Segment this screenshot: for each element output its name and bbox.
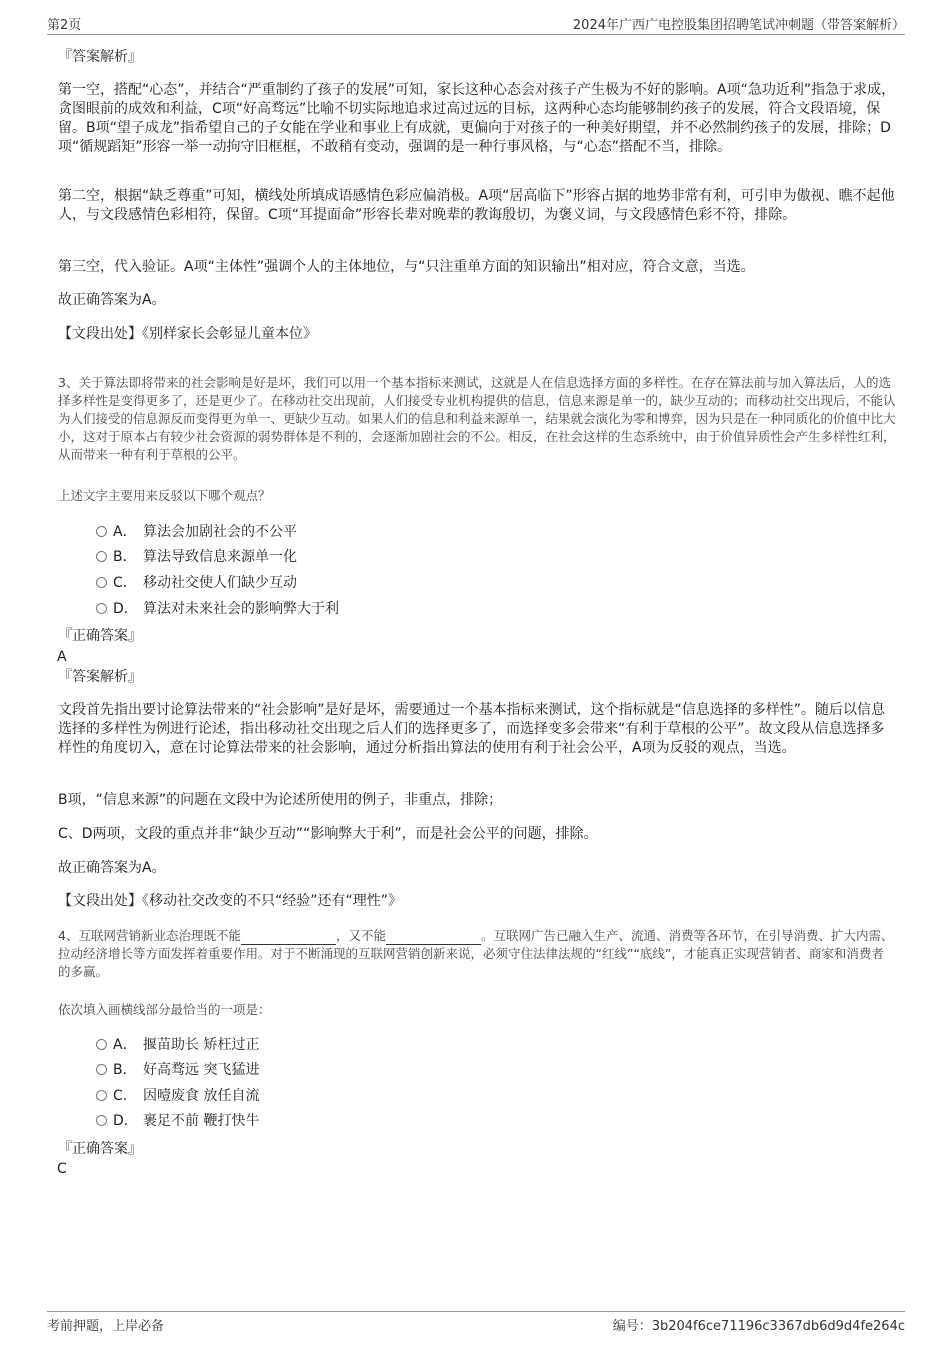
q4-stem-start: 4、互联网营销新业态治理既不能	[58, 928, 241, 943]
q4-option-c[interactable]	[96, 1087, 259, 1106]
q3-option-a[interactable]	[96, 523, 297, 542]
q4-stem-end: 。互联网广告已融入生产、流通、消费等各环节，在引导消费、扩大内需、拉动经济增长等方面发挥着重要作用。对于不断涌现的互联网营销创新来说，必须守住法律法规的“红线”“底线”，才能真正实现营销者、商家和消费者的多赢。	[58, 928, 894, 979]
q2-analysis-para-3: 第三空，代入验证。A项“主体性”强调个人的主体地位，与“只注重单方面的知识输出”相对应，符合文意，当选。	[58, 259, 755, 275]
option-text: 因噎废食 放任自流	[143, 1088, 260, 1104]
q4-option-a[interactable]	[96, 1036, 259, 1055]
q3-option-d[interactable]	[96, 600, 339, 619]
q4-blank-1	[241, 931, 336, 945]
option-letter: B．	[113, 1062, 137, 1078]
document-code: 编号：3b204f6ce71196c3367db6d9d4fe264c	[612, 1319, 905, 1334]
option-letter: D．	[113, 1113, 138, 1129]
page-footer	[47, 1311, 905, 1334]
q3-answer: A	[57, 649, 67, 665]
radio-icon[interactable]	[96, 1039, 107, 1050]
q3-option-b[interactable]	[96, 548, 297, 567]
q4-answer: C	[57, 1161, 67, 1177]
q3-option-c[interactable]	[96, 574, 297, 593]
q3-source: 【文段出处】《移动社交改变的不只“经验”还有“理性”》	[58, 893, 403, 909]
option-text: 揠苗助长 矫枉过正	[143, 1037, 260, 1053]
q3-analysis-para-2: B项，“信息来源”的问题在文段中为论述所使用的例子，非重点，排除；	[58, 792, 503, 808]
option-text: 移动社交使人们缺少互动	[143, 575, 297, 591]
option-letter: B．	[113, 549, 137, 565]
q4-stem	[58, 927, 896, 981]
option-text: 算法对未来社会的影响弊大于利	[143, 601, 339, 617]
option-letter: C．	[113, 575, 137, 591]
q2-analysis-para-2: 第二空，根据“缺乏尊重”可知，横线处所填成语感情色彩应偏消极。A项“居高临下”形容占据的地势非常有利，可引申为傲视、瞧不起他人，与文段感情色彩相符，保留。C项“耳提面命”形容长辈对晚辈的教诲殷切，为褒义词，与文段感情色彩不符，排除。	[58, 188, 895, 223]
option-text: 算法会加剧社会的不公平	[143, 524, 297, 540]
footer-slogan: 考前押题，上岸必备	[47, 1319, 165, 1334]
option-letter: A．	[113, 1037, 137, 1053]
q3-analysis-label: 『答案解析』	[58, 669, 142, 685]
document-title: 2024年广西广电控股集团招聘笔试冲刺题（带答案解析）	[572, 18, 905, 33]
radio-icon[interactable]	[96, 526, 107, 537]
q3-stem: 3、关于算法即将带来的社会影响是好是坏，我们可以用一个基本指标来测试，这就是人在信息选择方面的多样性。在存在算法前与加入算法后，人的选择多样性是变得更多了，还是更少了。在移动社交出现前，人们接受专业机构提供的信息，信息来源是单一的，缺少互动的；而移动社交出现后，不能认为人们接受的信息源反而变得更为单一、更缺少互动。如果人们的信息和利益来源单一，结果就会演化为零和博弈，因为只是在一种同质化的价值中比大小，这对于原本占有较少社会资源的弱势群体是不利的，会逐渐加剧社会的不公。相反，在社会这样的生态系统中，由于价值异质性会产生多样性红利，从而带来一种有利于草根的公平。	[58, 375, 896, 462]
q3-question: 上述文字主要用来反驳以下哪个观点？	[58, 488, 271, 503]
page-number: 第2页	[47, 18, 82, 33]
q3-analysis-para-1: 文段首先指出要讨论算法带来的“社会影响”是好是坏，需要通过一个基本指标来测试，这个指标就是“信息选择的多样性”。随后以信息选择的多样性为例进行论述，指出移动社交出现之后人们的选择更多了，而选择变多会带来“有利于草根的公平”。故文段从信息选择多样性的角度切入，意在讨论算法带来的社会影响，通过分析指出算法的使用有利于社会公平，A项为反驳的观点，当选。	[58, 702, 886, 756]
option-text: 好高骛远 突飞猛进	[143, 1062, 260, 1078]
option-letter: C．	[113, 1088, 137, 1104]
q4-blank-2	[386, 931, 481, 945]
radio-icon[interactable]	[96, 603, 107, 614]
q2-conclusion: 故正确答案为A。	[58, 292, 166, 308]
radio-icon[interactable]	[96, 1090, 107, 1101]
radio-icon[interactable]	[96, 577, 107, 588]
option-text: 算法导致信息来源单一化	[143, 549, 297, 565]
q2-source: 【文段出处】《别样家长会彰显儿童本位》	[58, 326, 317, 342]
q3-conclusion: 故正确答案为A。	[58, 860, 166, 876]
q4-stem-middle: ，又不能	[335, 928, 386, 943]
option-text: 裹足不前 鞭打快牛	[143, 1113, 260, 1129]
q4-answer-label: 『正确答案』	[58, 1141, 142, 1157]
radio-icon[interactable]	[96, 1115, 107, 1126]
q4-option-b[interactable]	[96, 1061, 259, 1080]
q4-question: 依次填入画横线部分最恰当的一项是：	[58, 1002, 271, 1017]
option-letter: A．	[113, 524, 137, 540]
radio-icon[interactable]	[96, 551, 107, 562]
q2-analysis-label: 『答案解析』	[58, 49, 142, 65]
q3-answer-label: 『正确答案』	[58, 628, 142, 644]
option-letter: D．	[113, 601, 138, 617]
q2-analysis-para-1: 第一空，搭配“心态”，并结合“严重制约了孩子的发展”可知，家长这种心态会对孩子产生极为不好的影响。A项“急功近利”指急于求成，贪图眼前的成效和利益，C项“好高骛远”比喻不切实际地追求过高过远的目标，这两种心态均能够制约孩子的发展，符合文段语境，保留。B项“望子成龙”指希望自己的子女能在学业和事业上有成就，更偏向于对孩子的一种美好期望，并不必然制约孩子的发展，排除；D项“循规蹈矩”形容一举一动拘守旧框框，不敢稍有变动，强调的是一种行事风格，与“心态”搭配不当，排除。	[58, 82, 896, 155]
radio-icon[interactable]	[96, 1064, 107, 1075]
q4-option-d[interactable]	[96, 1112, 259, 1131]
page-header	[47, 12, 905, 35]
q3-analysis-para-3: C、D两项，文段的重点并非“缺少互动”“影响弊大于利”，而是社会公平的问题，排除。	[58, 826, 598, 842]
